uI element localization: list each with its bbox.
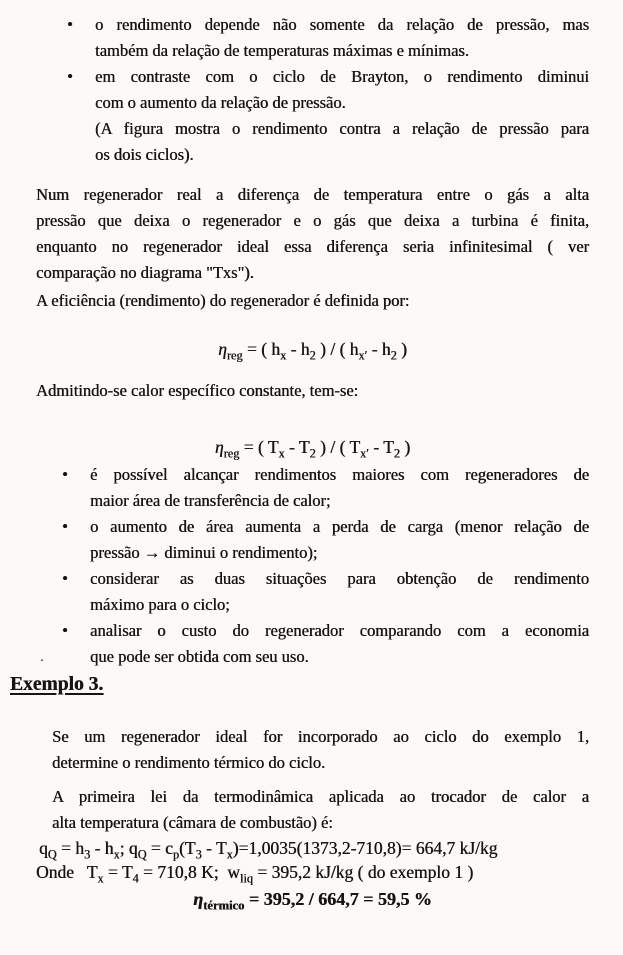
list-item — [36, 462, 589, 514]
list-item-line: o rendimento depende não somente da relação de pressão, mas — [95, 15, 589, 34]
list-item — [36, 64, 589, 168]
paragraph-line: Se um regenerador ideal for incorporado ao ciclo do exemplo 1, — [52, 727, 589, 746]
where-conditions-equation: Onde $T_x = T_4 = 710,8$ K; $w_{liq} = 395,2$ kJ/kg ( do exemplo 1 ) — [36, 862, 474, 886]
bullet-icon: • — [62, 621, 68, 640]
list-item-line: máximo para o ciclo; — [90, 595, 230, 614]
paragraph-real-regenerator — [36, 182, 589, 286]
notes-bullet-list — [36, 462, 589, 670]
scan-artifact-dot: . — [40, 650, 44, 665]
list-item-line: pressão → diminui o rendimento); — [90, 543, 318, 562]
paragraph-line: determine o rendimento térmico do ciclo. — [52, 753, 326, 772]
regenerator-efficiency-enthalpy-formula: $\eta_{reg}$ = ( $h_x - h_2$ ) / ( $h_{x'} - h_2$ ) — [218, 339, 407, 363]
list-item — [36, 12, 589, 64]
list-item — [36, 514, 589, 566]
heat-input-equation: $q_Q = h_3 - h_x$; $q_Q = c_p(T_3 - T_x)=1,0035(1373,2-710,8)= 664,7$ kJ/kg — [39, 838, 498, 862]
thermal-efficiency-result-formula: $\eta_{térmico} = 395,2 / 664,7 = 59,5$ % — [193, 889, 432, 913]
intro-bullet-list — [36, 12, 589, 168]
bullet-icon: • — [62, 569, 68, 588]
paragraph-line: pressão que deixa o regenerador e o gás que deixa a turbina é finita, — [36, 211, 589, 230]
list-item — [36, 618, 589, 670]
paragraph-line: comparação no diagrama "Txs"). — [36, 263, 254, 282]
bullet-icon: • — [67, 67, 73, 86]
list-item-line: analisar o custo do regenerador comparando com a economia — [90, 621, 589, 640]
paragraph-first-law — [52, 784, 589, 836]
list-item-line: que pode ser obtida com seu uso. — [90, 647, 309, 666]
bullet-icon: • — [62, 517, 68, 536]
list-item-line: também da relação de temperaturas máximas e mínimas. — [95, 41, 469, 60]
list-item-line: considerar as duas situações para obtenção de rendimento — [90, 569, 589, 588]
list-item-note-line: (A figura mostra o rendimento contra a relação de pressão para — [95, 119, 589, 138]
paragraph-line: enquanto no regenerador ideal essa diferença seria infinitesimal ( ver — [36, 237, 589, 256]
example-problem-statement — [52, 724, 589, 776]
bullet-icon: • — [67, 15, 73, 34]
list-item-line: maior área de transferência de calor; — [90, 491, 331, 510]
paragraph-efficiency-definition: A eficiência (rendimento) do regenerador é definida por: — [36, 291, 410, 310]
example-3-heading: Exemplo 3. — [10, 674, 104, 695]
list-item — [36, 566, 589, 618]
regenerator-efficiency-temperature-formula: $\eta_{reg}$ = ( $T_x - T_2$ ) / ( $T_{x'} - T_2$ ) — [214, 437, 411, 461]
list-item-note-line: os dois ciclos). — [95, 145, 194, 164]
paragraph-line: A primeira lei da termodinâmica aplicada ao trocador de calor a — [52, 787, 589, 806]
paragraph-line: alta temperatura (câmara de combustão) é: — [52, 813, 333, 832]
list-item-line: é possível alcançar rendimentos maiores com regeneradores de — [90, 465, 589, 484]
paragraph-line: Num regenerador real a diferença de temperatura entre o gás a alta — [36, 185, 589, 204]
paragraph-constant-specific-heat: Admitindo-se calor específico constante, tem-se: — [36, 381, 359, 400]
bullet-icon: • — [62, 465, 68, 484]
list-item-line: em contraste com o ciclo de Brayton, o rendimento diminui — [95, 67, 589, 86]
list-item-line: o aumento de área aumenta a perda de carga (menor relação de — [90, 517, 589, 536]
list-item-line: com o aumento da relação de pressão. — [95, 93, 346, 112]
